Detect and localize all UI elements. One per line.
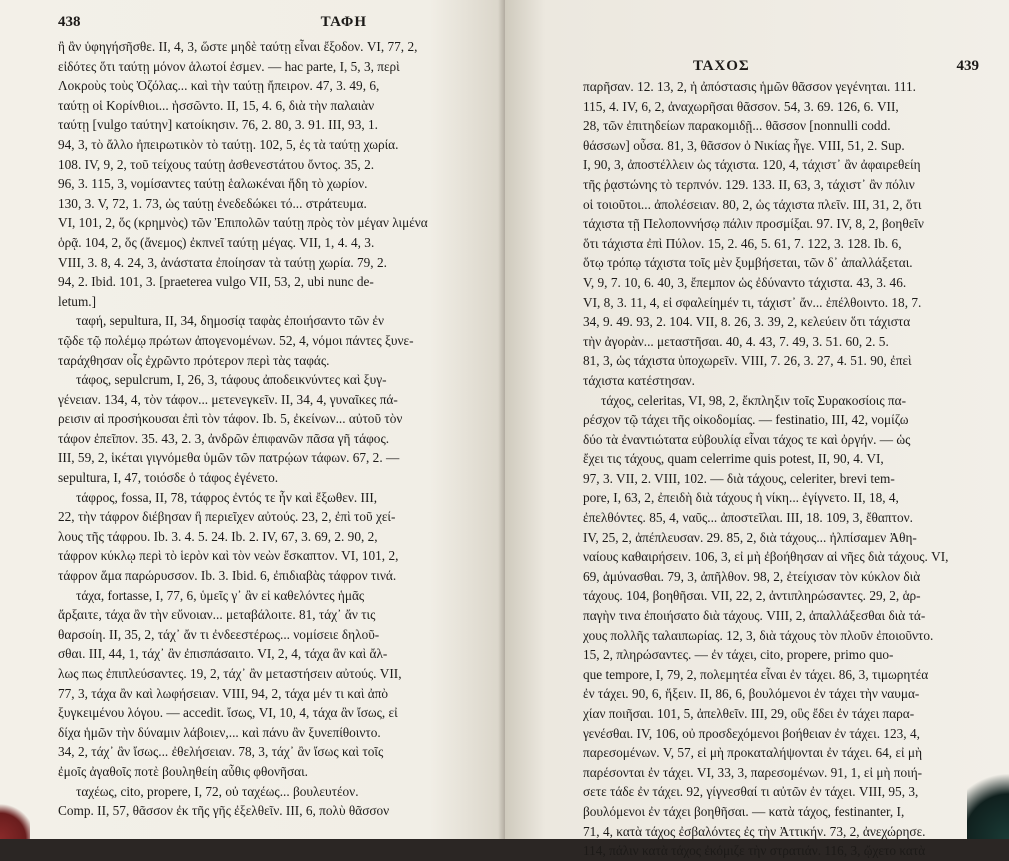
text-line: 81, 3, ὡς τάχιστα ὑποχωρεῖν. VIII, 7. 26, 3. 27, 4. 51. 90, ἐπεὶ — [583, 353, 912, 369]
text-line: 15, 2, πληρώσαντες. — ἐν τάχει, cito, propere, primo quo- — [583, 647, 894, 663]
right-page-number: 439 — [956, 58, 979, 74]
text-line: 94, 2. Ibid. 101, 3. [praeterea vulgo VII, 53, 2, ubi nunc de- — [58, 274, 374, 290]
text-line: τὴν ἀγορὰν... μεταστῆσαι. 40, 4. 43, 7. 49, 3. 51. 60, 2. 5. — [583, 333, 889, 349]
text-line: ταράχθησαν οἷς ἐχρῶντο πρότερον περὶ τὰς ταφάς. — [58, 352, 330, 368]
text-line: III, 59, 2, ἱκέται γιγνόμεθα ὑμῶν τῶν πατρῴων τάφων. 67, 2. — — [58, 450, 400, 466]
text-line: ταύτῃ οἱ Κορίνθιοι... ἡσσῶντο. II, 15, 4. 6, διὰ τὴν παλαιὰν — [58, 97, 375, 113]
text-line: ταύτῃ [vulgo ταύτην] κατοίκησιν. 76, 2. 80, 3. 91. III, 93, 1. — [58, 117, 378, 133]
text-line: θάσσων] οὖσα. 81, 3, θᾶσσον ὁ Νικίας ἦγε. VIII, 51, 2. Sup. — [583, 137, 905, 153]
left-page — [0, 0, 505, 839]
text-line: 130, 3. V, 72, 1. 73, ὡς ταύτῃ ἐνεδεδώκει τό... στράτευμα. — [58, 195, 367, 211]
text-line: σθαι. III, 44, 1, τάχ᾽ ἂν ἐπισπάσαιτο. VI, 2, 4, τάχα ἂν καὶ ἄλ- — [58, 646, 388, 662]
right-page — [505, 0, 1009, 859]
text-line: τάχα, fortasse, I, 77, 6, ὑμεῖς γ᾽ ἂν εἰ καθελόντες ἡμᾶς — [76, 587, 365, 603]
text-line: ὁρᾷ. 104, 2, ὅς (ἄνεμος) ἐκπνεῖ ταύτῃ μέγας. VII, 1, 4. 4, 3. — [58, 234, 375, 250]
text-line: sepultura, I, 47, τοιόσδε ὁ τάφος ἐγένετο. — [58, 470, 279, 486]
text-line: οἱ τοιοῦτοι... ἀπολέσειαν. 80, 2, ὡς τάχιστα πλεῖν. III, 31, 2, ὅτι — [583, 196, 922, 212]
text-line: que tempore, I, 79, 2, πολεμητέα εἶναι ἐν τάχει. 86, 3, τιμωρητέα — [583, 666, 929, 682]
text-line: ἐπελθόντες. 85, 4, ναῦς... ἀποστεῖλαι. III, 18. 109, 3, ἔθαπτον. — [583, 510, 913, 526]
text-line: ἔχει τις τάχους, quam celerrime quis potest, II, 90, 4. VI, — [583, 451, 884, 467]
text-line: pore, I, 63, 2, ἐπειδὴ διὰ τάχους ἡ νίκη... ἐγίγνετο. II, 18, 4, — [583, 490, 899, 506]
text-line: σετε τάδε ἐν τάχει. 92, γίγνεσθαί τι αὐτῶν ἐν τάχει. VIII, 95, 3, — [583, 784, 919, 800]
text-line: βουλόμενοι ἐν τάχει βοηθῆσαι. — κατὰ τάχος, festinanter, I, — [583, 803, 905, 819]
text-line: VIII, 3. 8, 4. 24, 3, ἀνάστατα ἐποίησαν τὰ ταύτῃ χωρία. 79, 2. — [58, 254, 387, 270]
text-line: V, 9, 7. 10, 6. 40, 3, ἔπεμπον ὡς ἐδύναντο τάχιστα. 43, 3. 46. — [583, 274, 907, 290]
text-line: 114, πάλιν κατὰ τάχος ἐκόμιζε τὴν στρατιάν. 116, 3, ᾤχετο κατὰ — [583, 843, 926, 859]
text-line: 77, 3, τάχα ἂν καὶ λωφήσειαν. VIII, 94, 2, τάχα μέν τι καὶ ἀπὸ — [58, 685, 389, 701]
right-page-body — [583, 77, 979, 861]
text-line: Comp. II, 57, θᾶσσον ἐκ τῆς γῆς ἐξελθεῖν. III, 6, πολὺ θᾶσσον — [58, 803, 390, 819]
left-page-body — [58, 37, 487, 821]
text-line: παρῆσαν. 12. 13, 2, ἡ ἀπόστασις ἡμῶν θᾶσσον γεγένηται. 111. — [583, 79, 916, 94]
text-line: VI, 8, 3. 11, 4, εἰ σφαλείημέν τι, τάχιστ᾽ ἄν... ἐπέλθοιντο. 18, 7. — [583, 294, 922, 310]
right-page-header — [583, 58, 979, 75]
text-line: γένειαν. 134, 4, τὸν τάφον... μετενεγκεῖν. II, 34, 4, γυναῖκες πά- — [58, 391, 398, 407]
text-line: παρέσονται ἐν τάχει. VI, 33, 3, παρεσομένων. 91, 1, εἰ μὴ ποιή- — [583, 764, 923, 780]
text-line: I, 90, 3, ἀποστέλλειν ὡς τάχιστα. 120, 4, τάχιστ᾽ ἂν ἀφαιρεθείη — [583, 157, 921, 173]
text-line: δίχα ἡμῶν τὴν δύναμιν λάβοιεν,... καὶ πάνυ ἂν ξυνεπίθοιντο. — [58, 724, 381, 740]
text-line: γενέσθαι. IV, 106, οὐ προσδεχόμενοι βοήθειαν ἐν τάχει. 123, 4, — [583, 725, 920, 741]
text-line: ρεισιν αἱ προσήκουσαι ἐπὶ τὸν τάφον. Ib. 5, ἐκείνων... αὐτοῦ τὸν — [58, 411, 403, 427]
text-line: λους τῆς τάφρου. Ib. 3. 4. 5. 24. Ib. 2. IV, 67, 3. 69, 2. 90, 2, — [58, 528, 378, 544]
text-line: τάφον ἐπεῖπον. 35. 43, 2. 3, ἀνδρῶν ἐπιφανῶν πᾶσα γῆ τάφος. — [58, 430, 390, 446]
text-line: τάχιστα κατέστησαν. — [583, 372, 696, 388]
text-line: χίαν ποιῆσαι. 101, 5, ἀπελθεῖν. III, 29, οὓς ἔδει ἐν τάχει παρα- — [583, 706, 915, 721]
text-line: τάφρος, fossa, II, 78, τάφρος ἐντός τε ἦν καὶ ἔξωθεν. III, — [76, 489, 378, 505]
text-line: 34, 2, τάχ᾽ ἂν ἴσως... ἐθελήσειαν. 78, 3, τάχ᾽ ἂν ἴσως καὶ τοῖς — [58, 744, 384, 760]
text-line: Λοκροὺς τοὺς Ὀζόλας... καὶ τὴν ταύτῃ ἤπειρον. 47, 3. 49, 6, — [58, 78, 380, 94]
text-line: δύο τὰ ἐναντιώτατα εὐβουλίᾳ εἶναι τάχος τε καὶ ὀργήν. — ὡς — [583, 431, 911, 447]
text-line: ξυγκειμένου λόγου. — accedit. ἴσως, VI, 10, 4, τάχα ἂν ἴσως, εἰ — [58, 705, 398, 721]
text-line: ἄρξαιτε, τάχα ἂν τὴν εὔνοιαν... μεταβάλοιτε. 81, τάχ᾽ ἄν τις — [58, 607, 376, 623]
text-line: τάφρον κύκλῳ περὶ τὸ ἱερὸν καὶ τὸν νεὼν ἔσκαπτον. VI, 101, 2, — [58, 548, 399, 564]
text-line: 96, 3. 115, 3, νομίσαντες ταύτῃ ἑαλωκέναι ἤδη τὸ χωρίον. — [58, 176, 368, 192]
text-line: ἐν τάχει. 90, 6, ἥξειν. II, 86, 6, βουλόμενοι ἐν τάχει τὴν ναυμα- — [583, 686, 920, 702]
text-line: τῆς ῥᾳστώνης τὸ τερπνόν. 129. 133. II, 63, 3, τάχιστ᾽ ἂν πόλιν — [583, 176, 915, 192]
text-line: τάχος, celeritas, VI, 98, 2, ἔκπληξιν τοῖς Συρακοσίοις πα- — [601, 392, 907, 408]
text-line: VI, 101, 2, ὅς (κρημνὸς) τῶν Ἐπιπολῶν ταύτῃ πρὸς τὸν μέγαν λιμένα — [58, 215, 428, 231]
text-line: 97, 3. VII, 2. VIII, 102. — διὰ τάχους, celeriter, brevi tem- — [583, 470, 895, 486]
text-line: παρεσομένων. V, 57, εἰ μὴ προκαταλήψονται ἐν τάχει. 64, εἰ μὴ — [583, 745, 923, 761]
left-page-header — [58, 14, 487, 31]
text-line: 22, τὴν τάφρον διέβησαν ἢ περιεῖχεν αὐτούς. 23, 2, ἐπὶ τοῦ χεί- — [58, 509, 396, 525]
text-line: τῷδε τῷ πολέμῳ πρώτων ἀπογενομένων. 52, 4, νόμοι πάντες ξυνε- — [58, 332, 414, 348]
text-line: χους πολλῆς ταλαιπωρίας. 12, 3, διὰ τάχους τὸν πλοῦν ἐποιοῦντο. — [583, 627, 934, 643]
text-line: τάχιστα τῇ Πελοποννήσῳ πάλιν προσμίξαι. 97. IV, 8, 2, βοηθεῖν — [583, 216, 924, 232]
left-running-head: ΤΑΦΗ — [320, 14, 367, 30]
text-line: θαρσοίη. II, 35, 2, τάχ᾽ ἄν τι ἐνδεεστέρως... νομίσειε δηλοῦ- — [58, 626, 380, 642]
text-line: 115, 4. IV, 6, 2, ἀναχωρῆσαι θᾶσσον. 54, 3. 69. 126, 6. VII, — [583, 98, 899, 114]
text-line: ὅτι τάχιστα ἐπὶ Πύλον. 15, 2. 46, 5. 61, 7. 122, 3. 128. Ib. 6, — [583, 235, 902, 251]
text-line: ταφή, sepultura, II, 34, δημοσίᾳ ταφὰς ἐποιήσαντο τῶν ἐν — [76, 313, 384, 329]
text-line: λως πως ἐπιπλεύσαντες. 19, 2, τάχ᾽ ἂν μεταστήσειν αὐτούς. VII, — [58, 666, 402, 681]
text-line: IV, 25, 2, ἀπέπλευσαν. 29. 85, 2, διὰ τάχους... ἠλπίσαμεν Ἀθη- — [583, 529, 917, 545]
text-line: 69, ἀμύνασθαι. 79, 3, ἀπῆλθον. 98, 2, ἐτείχισαν τὸν κύκλον διὰ — [583, 568, 921, 584]
text-line: 28, τῶν ἐπιτηδείων παρακομιδῇ... θᾶσσον [nonnulli codd. — [583, 118, 891, 134]
text-line: ταχέως, cito, propere, I, 72, οὐ ταχέως... βουλευτέον. — [76, 783, 359, 799]
book-cover-corner — [0, 803, 30, 839]
text-line: εἰδότες ὅτι ταύτῃ μόνον ἁλωτοί ἐσμεν. — hac parte, I, 5, 3, περὶ — [58, 58, 400, 74]
text-line: ρέσχον τῷ τάχει τῆς οἰκοδομίας. — festinatio, III, 42, νομίζω — [583, 412, 909, 428]
text-line: τάφρον ἅμα παρώρυσσον. Ib. 3. Ibid. 6, ἐπιδιαβὰς τάφρον τινά. — [58, 568, 397, 584]
text-line: 108. IV, 9, 2, τοῦ τείχους ταύτῃ ἀσθενεστάτου ὄντος. 35, 2. — [58, 156, 375, 172]
text-line: 71, 4, κατὰ τάχος ἐσβαλόντες ἐς τὴν Ἀττικήν. 73, 2, ἀνεχώρησε. — [583, 823, 926, 839]
text-line: τάφος, sepulcrum, I, 26, 3, τάφους ἀποδεικνύντες καὶ ξυγ- — [76, 372, 387, 388]
text-line: ἐμοῖς ἀγαθοῖς ποτὲ βουληθείη αὖθις φθονῆσαι. — [58, 763, 309, 779]
text-line: 34, 9. 49. 93, 2. 104. VII, 8. 26, 3. 39, 2, κελεύειν ὅτι τάχιστα — [583, 314, 911, 330]
text-line: ὅτῳ τρόπῳ τάχιστα τοῖς μὲν ξυμβήσεται, τῶν δ᾽ ἀπαλλάξεται. — [583, 255, 913, 271]
book-cover-corner-right — [967, 769, 1009, 839]
left-page-number: 438 — [58, 14, 81, 30]
right-running-head: ΤΑΧΟΣ — [693, 58, 750, 74]
text-line: ἢ ἂν ὑφηγήσῆσθε. II, 4, 3, ὥστε μηδὲ ταύτῃ εἶναι ἔξοδον. VI, 77, 2, — [58, 39, 418, 54]
text-line: 94, 3, τὸ ἄλλο ἠπειρωτικὸν τὸ ταύτῃ. 102, 5, ἐς τὰ ταύτῃ χωρία. — [58, 136, 399, 152]
text-line: τάχους. 104, βοηθῆσαι. VII, 22, 2, ἀντιπληρώσαντες. 29, 2, ἁρ- — [583, 588, 921, 604]
text-line: letum.] — [58, 293, 97, 309]
text-line: ναίους καθαιρήσειν. 106, 3, εἰ μὴ ἐβοήθησαν αἱ νῆες διὰ τάχους. VI, — [583, 549, 949, 565]
text-line: παγὴν τινα ἐποιήσατο διὰ τάχους. VIII, 2, ἀπαλλάξεσθαι διὰ τά- — [583, 608, 926, 624]
